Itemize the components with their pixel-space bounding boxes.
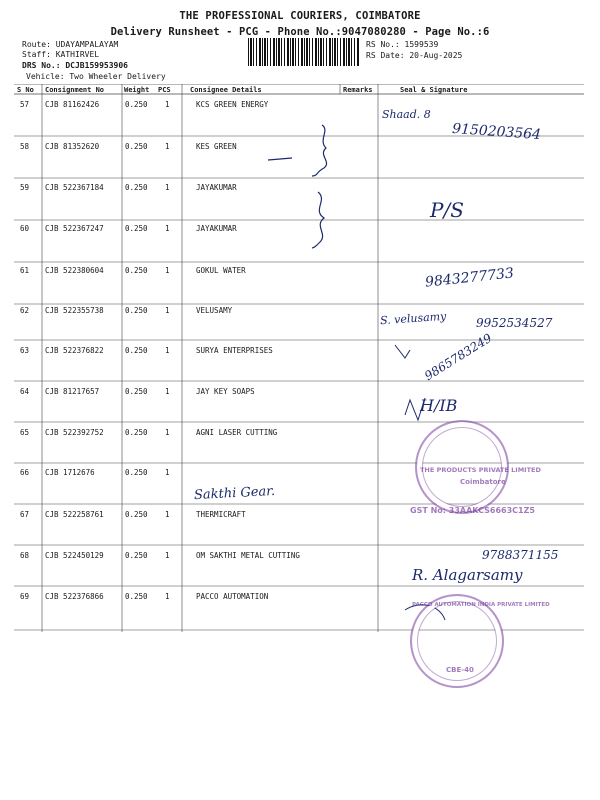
- row-59-pcs: 1: [165, 183, 170, 192]
- row-65-sno: 65: [20, 428, 30, 437]
- row-66-pcs: 1: [165, 468, 170, 477]
- row-67-consignee: THERMICRAFT: [196, 510, 246, 519]
- row-59-sno: 59: [20, 183, 30, 192]
- row-63-sno: 63: [20, 346, 30, 355]
- row-62-signature: S. velusamy: [379, 309, 447, 328]
- row-57-consignee: KCS GREEN ENERGY: [196, 100, 269, 109]
- row-63-pcs: 1: [165, 346, 170, 355]
- row-58-consignment: CJB 81352620: [45, 142, 100, 151]
- row-57-signature: Shaad. 8: [382, 108, 431, 121]
- row-66-weight: 0.250: [125, 468, 148, 477]
- row-69-consignee: PACCO AUTOMATION: [196, 592, 269, 601]
- row-66-signature: Sakthi Gear.: [193, 483, 276, 504]
- row-64-weight: 0.250: [125, 387, 148, 396]
- stamp-1-gst: GST No: 33AAKCS6663C1Z5: [410, 506, 535, 515]
- col-header-remarks: Remarks: [343, 86, 373, 94]
- row-58-weight: 0.250: [125, 142, 148, 151]
- row-68-consignee: OM SAKTHI METAL CUTTING: [196, 551, 300, 560]
- row-62-phone: 9952534527: [476, 316, 553, 330]
- vehicle-value: Two Wheeler Delivery: [69, 72, 166, 81]
- row-62-sno: 62: [20, 306, 30, 315]
- row-60-consignee: JAYAKUMAR: [196, 224, 237, 233]
- row-64-pcs: 1: [165, 387, 170, 396]
- col-header-consignment: Consignment No: [45, 86, 105, 94]
- stamp-1-city: Coimbatore: [460, 478, 506, 486]
- rs-date-value: 20-Aug-2025: [409, 51, 463, 60]
- row-68-consignment: CJB 522450129: [45, 551, 104, 560]
- row-61-pcs: 1: [165, 266, 170, 275]
- row-67-pcs: 1: [165, 510, 170, 519]
- row-60-pcs: 1: [165, 224, 170, 233]
- row-66-sno: 66: [20, 468, 30, 477]
- row-61-consignee: GOKUL WATER: [196, 266, 246, 275]
- runsheet-subtitle: Delivery Runsheet - PCG - Phone No.:9047080280 - Page No.:6: [110, 26, 490, 38]
- row-61-consignment: CJB 522380604: [45, 266, 104, 275]
- row-63-consignee: SURYA ENTERPRISES: [196, 346, 273, 355]
- row-69-consignment: CJB 522376866: [45, 592, 104, 601]
- col-header-sno: S No: [17, 86, 34, 94]
- row-61-weight: 0.250: [125, 266, 148, 275]
- row-57-phone: 9150203564: [451, 120, 542, 144]
- row-60-consignment: CJB 522367247: [45, 224, 104, 233]
- row-60-weight: 0.250: [125, 224, 148, 233]
- row-63-phone: 9865783249: [422, 330, 495, 384]
- vehicle-label: Vehicle:: [26, 72, 65, 81]
- stamp-2-code: CBE-40: [446, 666, 474, 674]
- row-59-consignment: CJB 522367184: [45, 183, 104, 192]
- row-65-pcs: 1: [165, 428, 170, 437]
- row-60-sno: 60: [20, 224, 30, 233]
- row-59-consignee: JAYAKUMAR: [196, 183, 237, 192]
- row-68-phone: 9788371155: [482, 548, 559, 562]
- col-header-consignee: Consignee Details: [190, 86, 262, 94]
- row-65-consignee: AGNI LASER CUTTING: [196, 428, 278, 437]
- drs-label: DRS No.:: [22, 61, 61, 70]
- row-57-weight: 0.250: [125, 100, 148, 109]
- stamp-2-name: PACCO AUTOMATION INDIA PRIVATE LIMITED: [412, 602, 550, 608]
- row-69-sno: 69: [20, 592, 30, 601]
- rs-date-label: RS Date:: [366, 51, 405, 60]
- row-57-consignment: CJB 81162426: [45, 100, 100, 109]
- row-57-sno: 57: [20, 100, 30, 109]
- row-62-weight: 0.250: [125, 306, 148, 315]
- row-64-sno: 64: [20, 387, 30, 396]
- stamp-1-name: THE PRODUCTS PRIVATE LIMITED: [420, 466, 541, 474]
- row-64-signature: H/IB: [420, 396, 458, 415]
- row-63-weight: 0.250: [125, 346, 148, 355]
- row-61-phone: 9843277733: [424, 265, 515, 291]
- route-label: Route:: [22, 40, 51, 49]
- row-64-consignment: CJB 81217657: [45, 387, 100, 396]
- staff-label: Staff:: [22, 50, 51, 59]
- row-69-weight: 0.250: [125, 592, 148, 601]
- col-header-seal-signature: Seal & Signature: [400, 86, 468, 94]
- rs-no-label: RS No.:: [366, 40, 400, 49]
- row-68-sno: 68: [20, 551, 30, 560]
- row-62-consignment: CJB 522355738: [45, 306, 104, 315]
- row-62-pcs: 1: [165, 306, 170, 315]
- row-57-pcs: 1: [165, 100, 170, 109]
- row-65-consignment: CJB 522392752: [45, 428, 104, 437]
- col-header-pcs: PCS: [158, 86, 171, 94]
- rs-no-value: 1599539: [404, 40, 439, 49]
- row-59-weight: 0.250: [125, 183, 148, 192]
- row-68-pcs: 1: [165, 551, 170, 560]
- staff-value: KATHIRVEL: [55, 50, 100, 59]
- row-61-sno: 61: [20, 266, 30, 275]
- row-67-consignment: CJB 522258761: [45, 510, 104, 519]
- row-67-weight: 0.250: [125, 510, 148, 519]
- row-66-consignment: CJB 1712676: [45, 468, 95, 477]
- drs-value: DCJB159953906: [65, 61, 128, 70]
- row-68-weight: 0.250: [125, 551, 148, 560]
- row-65-weight: 0.250: [125, 428, 148, 437]
- route-value: UDAYAMPALAYAM: [55, 40, 119, 49]
- row-63-consignment: CJB 522376822: [45, 346, 104, 355]
- row-58-consignee: KES GREEN: [196, 142, 237, 151]
- row-62-consignee: VELUSAMY: [196, 306, 233, 315]
- company-title: THE PROFESSIONAL COURIERS, COIMBATORE: [179, 10, 421, 22]
- row-68-signature: R. Alagarsamy: [412, 566, 523, 584]
- row-69-pcs: 1: [165, 592, 170, 601]
- col-header-weight: Weight: [124, 86, 150, 94]
- row-64-consignee: JAY KEY SOAPS: [196, 387, 255, 396]
- row-59-ps-mark: P/S: [430, 198, 464, 222]
- row-58-pcs: 1: [165, 142, 170, 151]
- row-58-sno: 58: [20, 142, 30, 151]
- row-67-sno: 67: [20, 510, 30, 519]
